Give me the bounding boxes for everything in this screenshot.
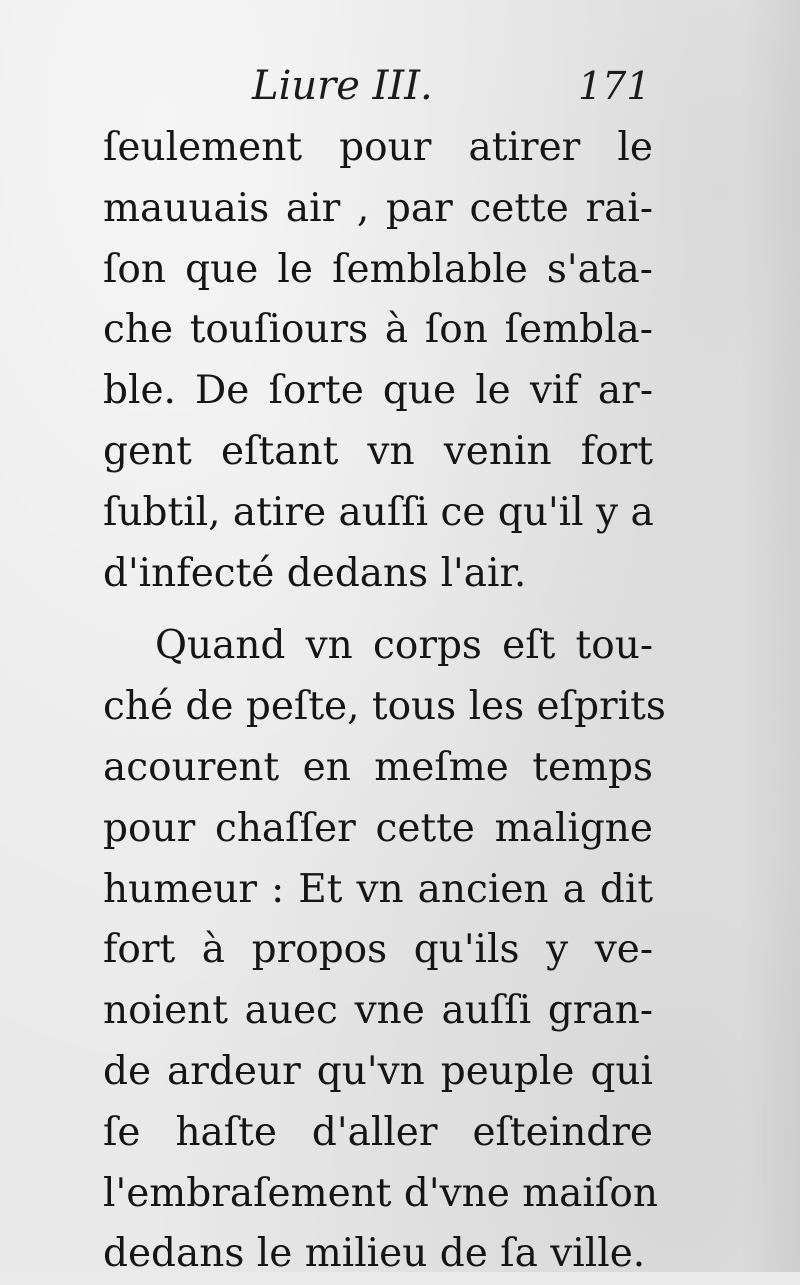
text-line: gent eſtant vn venin fort xyxy=(103,428,653,474)
paragraph-2 xyxy=(103,616,666,1285)
text-line: d'infecté dedans l'air. xyxy=(103,550,527,596)
text-line: ſe haſte d'aller eſteindre xyxy=(103,1109,653,1155)
text-line: noient auec vne auſſi gran- xyxy=(103,988,653,1034)
paragraph-1 xyxy=(103,118,653,604)
text-line: fort à propos qu'ils y ve- xyxy=(103,927,653,973)
text-line: ſeulement pour atirer le xyxy=(103,125,653,170)
paragraph-gap xyxy=(103,604,653,616)
text-line: l'embraſement d'vne maiſon xyxy=(103,1170,658,1216)
text-line: ſubtil, atire auſſi ce qu'il y a xyxy=(103,489,654,535)
text-line: Quand vn corps eſt tou- xyxy=(155,623,653,669)
text-line: pour chaſſer cette maligne xyxy=(103,805,653,851)
text-line: ché de peſte, tous les eſprits xyxy=(103,684,666,730)
running-head-title: Liure III. xyxy=(252,63,433,109)
text-line: mauuais air , par cette rai- xyxy=(103,185,653,231)
page-edge-shadow xyxy=(740,0,800,1272)
text-line: dedans le milieu de ſa ville. xyxy=(103,1231,646,1277)
text-line: ble. De ſorte que le vif ar- xyxy=(103,368,653,414)
text-line: humeur : Et vn ancien a dit xyxy=(103,866,653,912)
text-line: ſon que le ſemblable s'ata- xyxy=(103,246,653,292)
text-line: acourent en meſme temps xyxy=(103,744,653,790)
body-text xyxy=(103,118,666,1285)
running-head xyxy=(0,58,800,118)
text-line: che touſiours à ſon ſembla- xyxy=(103,307,653,353)
text-line: de ardeur qu'vn peuple qui xyxy=(103,1048,653,1094)
page-number: 171 xyxy=(578,64,651,108)
